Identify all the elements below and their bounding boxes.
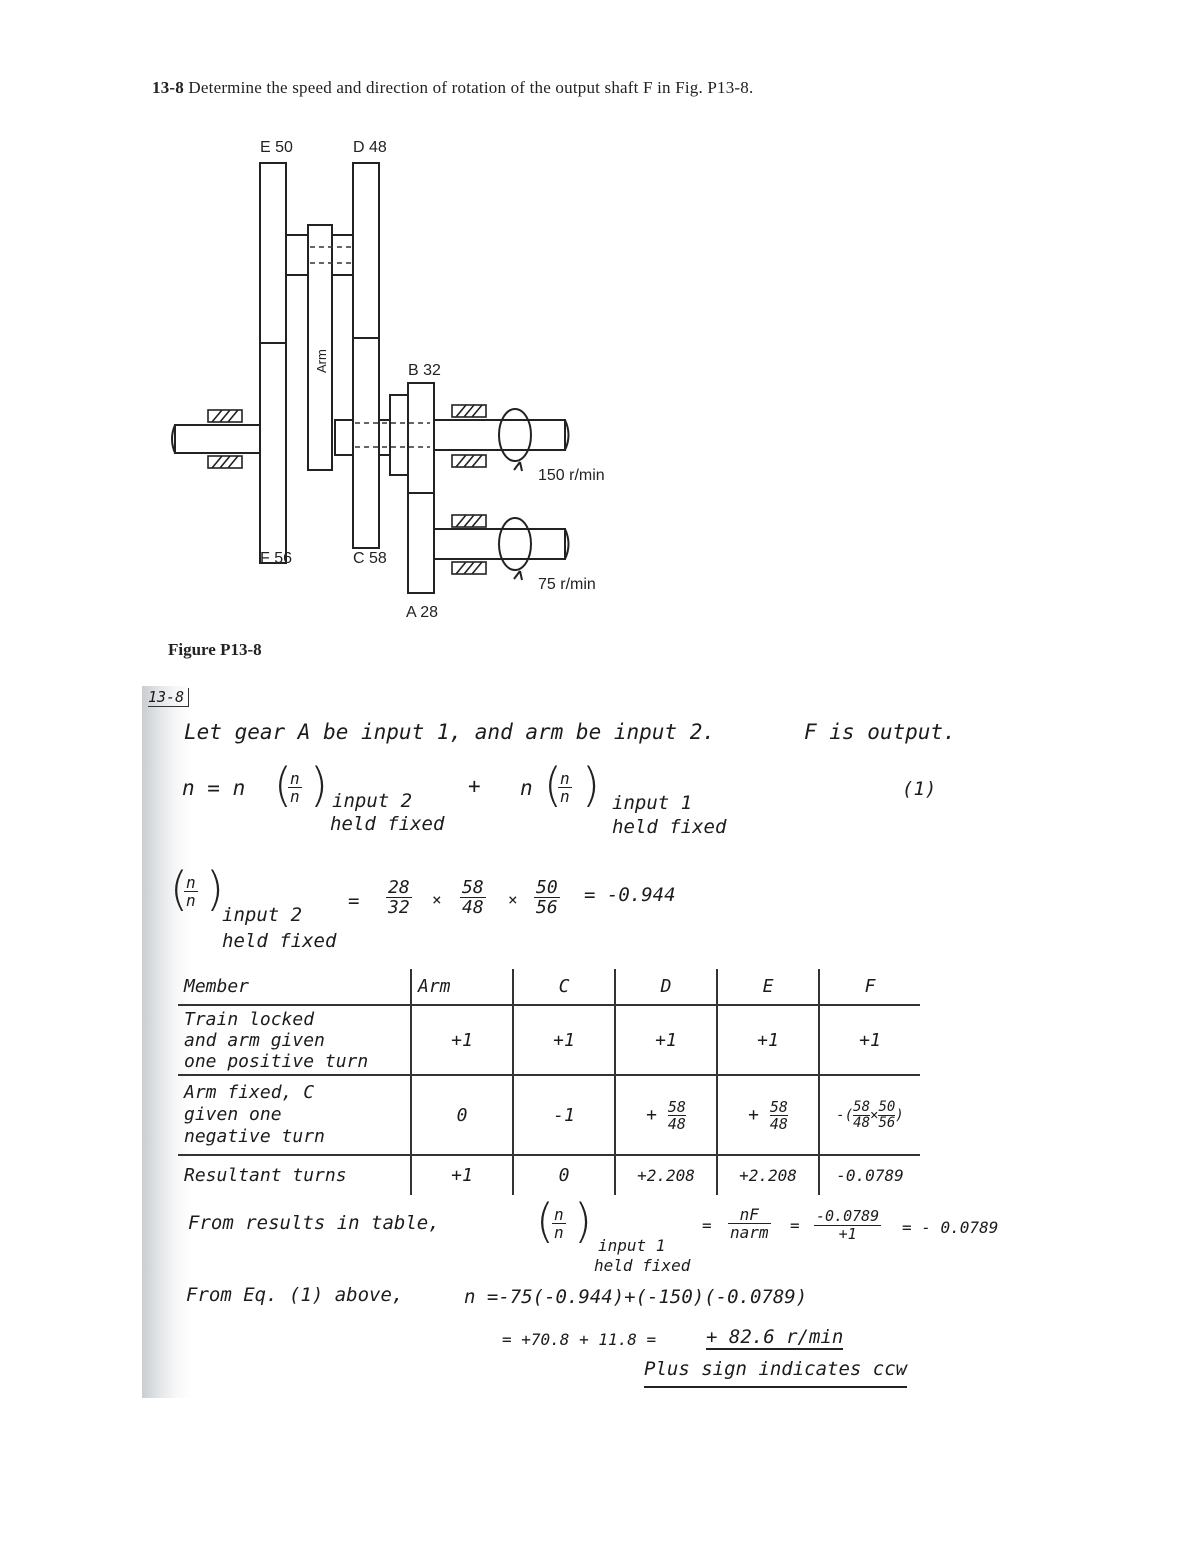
solution-sheet [142,686,1012,1398]
label-arm: Arm [314,349,329,373]
row3-label: Resultant turns [178,1155,411,1195]
ratio-result: = -0.944 [584,884,676,906]
row3-e: +2.208 [717,1155,819,1195]
ratio-times1: × [432,890,442,909]
label-speed-top: 150 r/min [538,467,605,484]
ratio-f3: $\frac{50}{56}$ [536,877,558,918]
results-fraction: $\frac{n}{n}$ [554,1205,564,1242]
eq1-input2: input 2 [332,790,413,812]
row3-f: -0.0789 [819,1155,920,1195]
row3-arm: +1 [411,1155,513,1195]
row1-label-1: Train locked [184,1008,315,1030]
gear-c [353,338,379,548]
results-held: held fixed [594,1256,691,1275]
eq1-paren-open: ( [274,758,292,812]
row3-c: 0 [513,1155,615,1195]
final-expr: n =-75(-0.944)+(-150)(-0.0789) [464,1286,808,1308]
results-paren-open: ( [536,1194,554,1248]
table-row-resultant [178,1155,920,1195]
gear-train-figure [160,125,620,635]
label-a: A 28 [406,604,439,621]
th-e: E [717,969,819,1005]
results-eq2: = [790,1216,800,1235]
ratio-eq: = [348,890,360,912]
label-f: F 56 [260,550,293,567]
label-speed-bottom: 75 r/min [538,576,596,593]
ratio-input: input 2 [222,904,303,926]
row1-f: +1 [819,1005,920,1075]
member-table [178,969,920,1195]
label-c: C 58 [353,550,387,567]
label-d: D 48 [353,139,387,156]
table-row-train-locked [178,1005,920,1075]
eq1-fraction: $\frac{n}{n}$ [290,769,300,806]
intro-output: F is output. [804,720,956,744]
final-line2: = +70.8 + 11.8 = [502,1330,657,1349]
final-answer: + 82.6 r/min [706,1326,844,1348]
table-row-arm-fixed [178,1075,920,1155]
intro-text: Let gear A be input 1, and arm be input 2. [184,720,716,744]
results-nf-narm: nF narm [730,1205,769,1242]
gear-a [408,493,434,593]
arm [308,225,332,470]
results-input: input 1 [598,1236,666,1255]
ratio-f2: $\frac{58}{48}$ [462,877,484,918]
eq1-held1: held fixed [330,813,445,835]
input-shaft-top [430,420,565,450]
row2-f: -( $\frac{58}{48}$ × $\frac{50}{56}$ ) [819,1075,920,1155]
row1-arm: +1 [411,1005,513,1075]
results-text: From results in table, [188,1212,440,1234]
results-paren-close: ) [574,1194,592,1248]
eq1-paren2-open: ( [544,758,562,812]
final-note: Plus sign indicates ccw [644,1358,907,1388]
results-value-fraction: $\frac{-0.0789}{+1}$ [816,1207,880,1243]
row2-e: + $\frac{58}{48}$ [717,1075,819,1155]
row3-d: +2.208 [615,1155,717,1195]
row2-label-2: given one [184,1104,282,1125]
solution-tag: 13-8 [148,688,189,707]
eq1-input1: input 1 [612,792,693,814]
ratio-lhs-fraction: $\frac{n}{n}$ [186,873,196,910]
row1-e: +1 [717,1005,819,1075]
row2-label-3: negative turn [184,1126,325,1147]
ratio-held: held fixed [222,930,337,952]
eq1-held2: held fixed [612,816,727,838]
problem-statement [152,78,753,98]
ratio-times2: × [508,890,518,909]
final-prefix: From Eq. (1) above, [186,1284,404,1306]
problem-text: Determine the speed and direction of rotation of the output shaft F in Fig. P13-8. [188,78,754,97]
row2-c: -1 [513,1075,615,1155]
gear-e [260,163,286,343]
eq1-label: (1) [902,778,937,800]
row1-label-3: one positive turn [184,1050,369,1072]
row2-arm: 0 [411,1075,513,1155]
gear-b [408,383,434,493]
eq1-paren-close: ) [310,758,328,812]
output-shaft-f [175,425,260,453]
th-arm: Arm [411,969,513,1005]
eq1-paren2-close: ) [582,758,600,812]
th-c: C [513,969,615,1005]
th-f: F [819,969,920,1005]
row2-d: + $\frac{58}{48}$ [615,1075,717,1155]
ratio-paren-open: ( [170,862,188,916]
eq1-n2: n [520,776,533,800]
row1-d: +1 [615,1005,717,1075]
results-final: = - 0.0789 [902,1218,999,1237]
ratio-f1: $\frac{28}{32}$ [388,877,410,918]
row2-label-1: Arm fixed, C [184,1082,315,1103]
gear-d [353,163,379,338]
ratio-paren-close: ) [206,862,224,916]
th-d: D [615,969,717,1005]
input-shaft-bottom [430,529,565,559]
label-e: E 50 [260,139,293,156]
row1-label-2: and arm given [184,1029,325,1051]
label-b: B 32 [408,362,441,379]
problem-number: 13-8 [152,78,184,97]
eq1-fraction2: $\frac{n}{n}$ [560,769,570,806]
th-member: Member [178,969,411,1005]
results-eq: = [702,1216,712,1235]
gear-f [260,343,286,563]
figure-caption: Figure P13-8 [168,640,262,659]
eq1-plus: + [468,774,481,798]
eq1-lhs: n = n [182,776,246,800]
row1-c: +1 [513,1005,615,1075]
